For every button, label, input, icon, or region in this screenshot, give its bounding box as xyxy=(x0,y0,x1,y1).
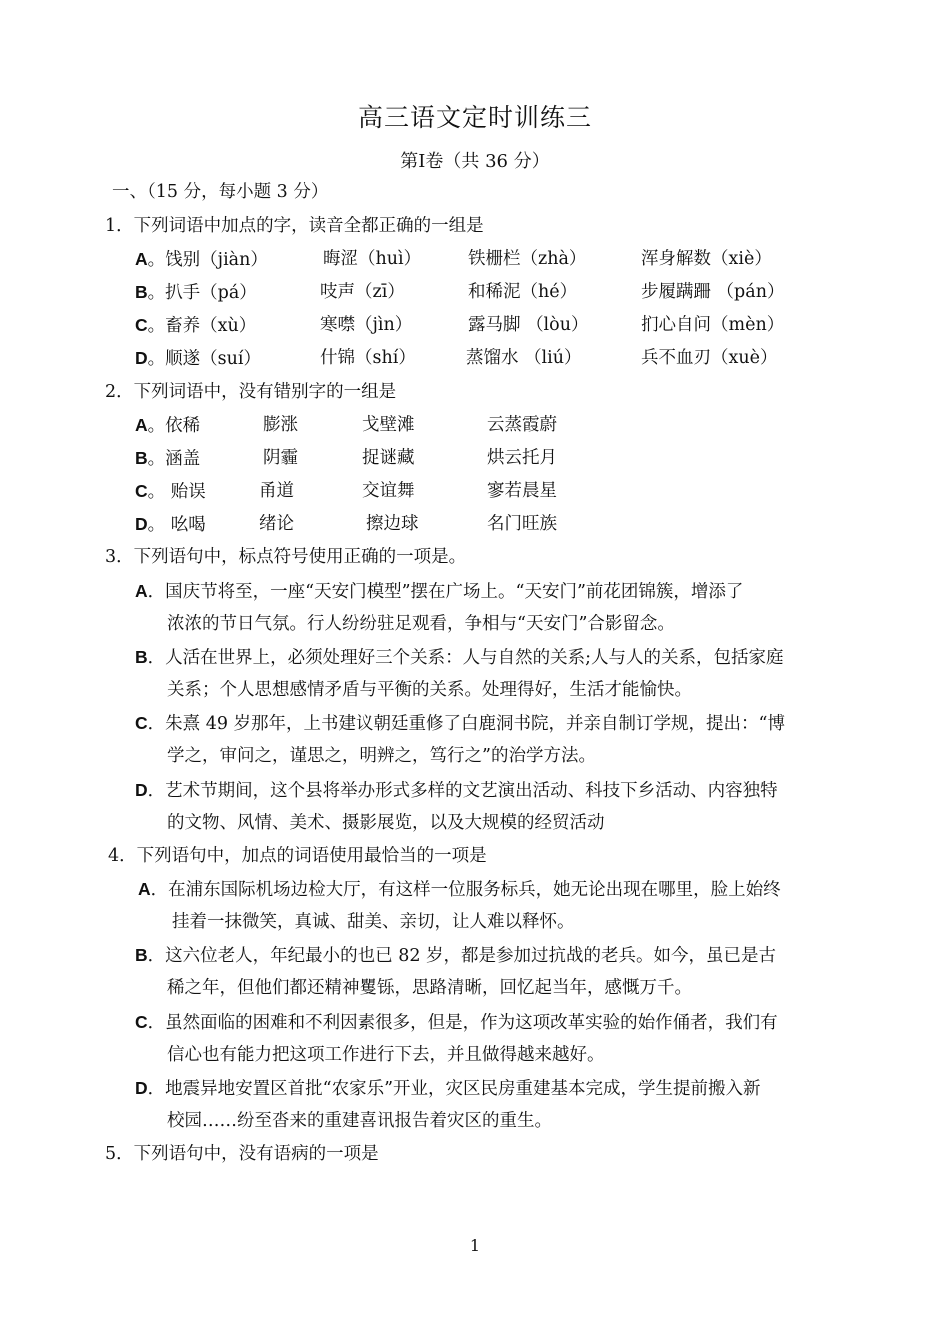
option-label: C xyxy=(135,1012,148,1032)
option-separator: 。 xyxy=(147,482,166,502)
option-text-line: 关系；个人思想感情矛盾与平衡的关系。处理得好，生活才能愉快。 xyxy=(167,680,692,700)
option-text-line: 的文物、风情、美术、摄影展览，以及大规模的经贸活动 xyxy=(167,813,605,833)
option-text-line: ．虽然面临的困难和不利因素很多，但是，作为这项改革实验的始作俑者，我们有 xyxy=(147,1013,778,1033)
word-cell: 蒸馏水 （liú） xyxy=(466,348,582,368)
option-text-line: ．在浦东国际机场边检大厅，有这样一位服务标兵，她无论出现在哪里，脸上始终 xyxy=(150,880,781,900)
word-cell: 依稀 xyxy=(165,416,201,436)
word-cell: 交谊舞 xyxy=(362,481,415,501)
word-cell: 兵不血刃（xuè） xyxy=(641,348,778,368)
option-label: D xyxy=(135,514,148,534)
word-cell: 扪心自问（mèn） xyxy=(641,315,785,335)
page-title: 高三语文定时训练三 xyxy=(357,103,592,132)
option-text-line: 学之，审问之，谨思之，明辨之，笃行之”的治学方法。 xyxy=(167,746,596,766)
word-cell: 寒噤（jìn） xyxy=(320,315,413,335)
word-cell: 吆喝 xyxy=(170,515,206,535)
option-separator: 。 xyxy=(147,515,166,535)
question-5-stem: 5．下列语句中，没有语病的一项是 xyxy=(105,1144,379,1164)
word-cell: 露马脚 （lòu） xyxy=(468,315,589,335)
word-cell: 戈壁滩 xyxy=(362,415,415,435)
option-label: A xyxy=(135,249,148,269)
option-text-line: 稀之年，但他们都还精神矍铄，思路清晰，回忆起当年，感慨万千。 xyxy=(167,978,692,998)
word-cell: 铁栅栏（zhà） xyxy=(468,249,587,269)
option-label: B xyxy=(135,647,148,667)
option-label: B xyxy=(135,448,148,468)
word-cell: 和稀泥（hé） xyxy=(468,282,578,302)
word-cell: 什锦（shí） xyxy=(320,348,416,368)
option-text-line: ．艺术节期间，这个县将举办形式多样的文艺演出活动、科技下乡活动、内容独特 xyxy=(147,781,778,801)
word-cell: 擦边球 xyxy=(366,514,419,534)
word-cell: 捉谜藏 xyxy=(362,448,415,468)
option-label: A xyxy=(135,581,148,601)
option-label: C xyxy=(135,713,148,733)
option-text-line: ．国庆节将至，一座“天安门模型”摆在广场上。“天安门”前花团锦簇，增添了 xyxy=(147,582,744,602)
word-cell: 吱声（zī） xyxy=(320,282,405,302)
word-cell: 云蒸霞蔚 xyxy=(487,415,557,435)
option-separator: 。 xyxy=(147,416,166,436)
word-cell: 扒手（pá） xyxy=(165,283,257,303)
word-cell: 饯别（jiàn） xyxy=(165,250,268,270)
option-label: A xyxy=(138,879,151,899)
word-cell: 寥若晨星 xyxy=(487,481,557,501)
question-1-stem: 1．下列词语中加点的字，读音全都正确的一组是 xyxy=(105,216,484,236)
word-cell: 贻误 xyxy=(170,482,206,502)
question-4-stem: 4．下列语句中，加点的词语使用最恰当的一项是 xyxy=(108,846,487,866)
option-text-line: ．朱熹 49 岁那年，上书建议朝廷重修了白鹿洞书院，并亲自制订学规，提出：“博 xyxy=(147,714,785,734)
option-separator: 。 xyxy=(147,349,166,369)
option-separator: 。 xyxy=(147,250,166,270)
option-label: B xyxy=(135,945,148,965)
word-cell: 烘云托月 xyxy=(487,448,557,468)
word-cell: 晦涩（huì） xyxy=(323,249,422,269)
word-cell: 畜养（xù） xyxy=(165,316,257,336)
option-label: D xyxy=(135,1078,148,1098)
option-label: D xyxy=(135,780,148,800)
option-text-line: ．这六位老人，年纪最小的也已 82 岁，都是参加过抗战的老兵。如今，虽已是古 xyxy=(147,946,777,966)
option-text-line: 信心也有能力把这项工作进行下去，并且做得越来越好。 xyxy=(167,1045,605,1065)
option-label: B xyxy=(135,282,148,302)
option-text-line: ．地震异地安置区首批“农家乐”开业，灾区民房重建基本完成，学生提前搬入新 xyxy=(147,1079,761,1099)
option-label: A xyxy=(135,415,148,435)
option-label: C xyxy=(135,481,148,501)
option-text-line: 挂着一抹微笑，真诚、甜美、亲切，让人难以释怀。 xyxy=(172,912,575,932)
option-text-line: 浓浓的节日气氛。行人纷纷驻足观看，争相与“天安门”合影留念。 xyxy=(167,614,675,634)
option-separator: 。 xyxy=(147,449,166,469)
page-number: 1 xyxy=(469,1236,481,1255)
word-cell: 名门旺族 xyxy=(487,514,557,534)
option-text-line: 校园……纷至沓来的重建喜讯报告着灾区的重生。 xyxy=(167,1111,552,1131)
word-cell: 浑身解数（xiè） xyxy=(641,249,772,269)
paper-subtitle: 第Ⅰ卷（共 36 分） xyxy=(400,151,550,172)
option-separator: 。 xyxy=(147,316,166,336)
option-text-line: ．人活在世界上，必须处理好三个关系：人与自然的关系;人与人的关系，包括家庭 xyxy=(147,648,784,668)
word-cell: 顺遂（suí） xyxy=(165,349,261,369)
question-3-stem: 3．下列语句中，标点符号使用正确的一项是。 xyxy=(105,547,467,567)
word-cell: 膨涨 xyxy=(263,415,298,435)
word-cell: 阴霾 xyxy=(263,448,298,468)
section-heading: 一、（15 分，每小题 3 分） xyxy=(112,182,329,202)
word-cell: 涵盖 xyxy=(165,449,201,469)
word-cell: 绪论 xyxy=(259,514,294,534)
option-label: D xyxy=(135,348,148,368)
word-cell: 步履蹒跚 （pán） xyxy=(641,282,785,302)
option-separator: 。 xyxy=(147,283,166,303)
question-2-stem: 2．下列词语中，没有错别字的一组是 xyxy=(105,382,397,402)
option-label: C xyxy=(135,315,148,335)
word-cell: 甬道 xyxy=(259,481,294,501)
